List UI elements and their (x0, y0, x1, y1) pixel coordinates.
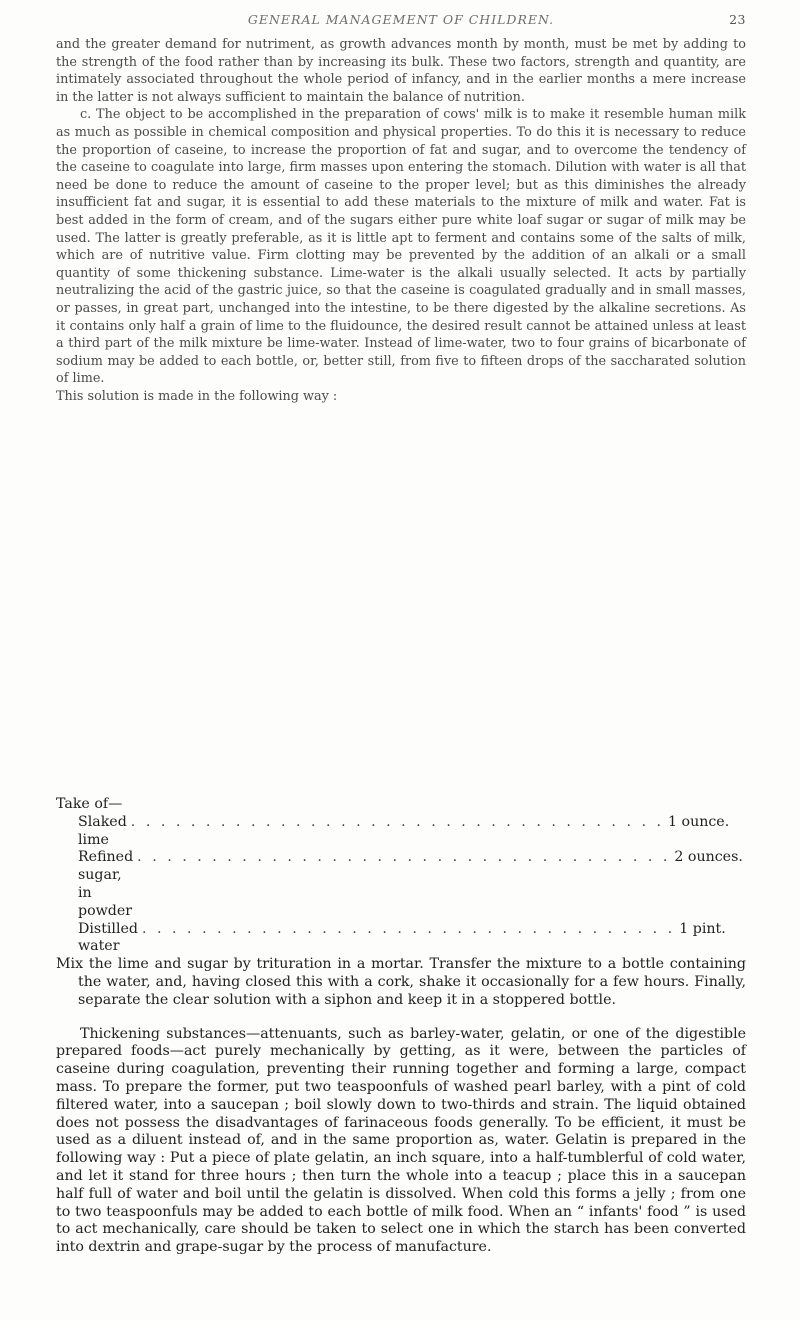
paragraph-continuation: and the greater demand for nutriment, as growth advances month by month, must be met by adding to the strength of the food rather than by increasing its bulk. These two factors, strength and quantity, are intimately associated throughout the whole period of infancy, and in the earlier months a mere increase in the latter is not always sufficient to maintain the balance of nutrition. (56, 37, 746, 105)
body-text-faded (56, 36, 746, 405)
paragraph-c: c. The object to be accomplished in the preparation of cows' milk is to make it resemble human milk as much as possible in chemical composition and physical properties. To do this it is necessary to reduce the proportion of caseine, to increase the proportion of fat and sugar, and to overcome the tendency of the caseine to coagulate into large, firm masses upon entering the stomach. Dilution with water is all that need be done to reduce the amount of caseine to the proper level; but as this diminishes the already insufficient fat and sugar, it is essential to add these materials to the mixture of milk and water. Fat is best added in the form of cream, and of the sugars either pure white loaf sugar or sugar of milk may be used. The latter is greatly preferable, as it is little apt to ferment and contains some of the salts of milk, which are of nutritive value. Firm clotting may be prevented by the addition of an alkali or a small quantity of some thickening substance. Lime-water is the alkali usually selected. It acts by partially neutralizing the acid of the gastric juice, so that the caseine is coagulated gradually and in small masses, or passes, in great part, unchanged into the intestine, to be there digested by the alkaline secretions. As it contains only half a grain of lime to the fluidounce, the desired result cannot be attained unless at least a third part of the milk mixture be lime-water. Instead of lime-water, two to four grains of bicarbonate of sodium may be added to each bottle, or, better still, from five to fifteen drops of the saccharated solution of lime. (56, 107, 746, 387)
recipe-list (78, 814, 746, 956)
running-title: GENERAL MANAGEMENT OF CHILDREN. (247, 12, 555, 27)
recipe-ingredient: Slaked lime (78, 813, 127, 848)
thickening-paragraph: Thickening substances—attenuants, such as barley-water, gelatin, or one of the digestible prepared foods—act purely mechanically by getting, as it were, between the particles of caseine during coagulation, preventing their running together and forming a large, compact mass. To prepare the former, put two teaspoonfuls of washed pearl barley, with a pint of cold filtered water, into a saucepan ; boil slowly down to two-thirds and strain. The liquid obtained does not possess the disadvantages of farinaceous foods generally. To be efficient, it must be used as a diluent instead of, and in the same proportion as, water. Gelatin is prepared in the following way : Put a piece of plate gelatin, an inch square, into a half-tumblerful of cold water, and let it stand for three hours ; then turn the whole into a teacup ; place this in a saucepan half full of water and boil until the gelatin is dissolved. When cold this forms a jelly ; from one to two teaspoonfuls may be added to each bottle of milk food. When an “ infants' food ” is used to act mechanically, care should be taken to select one in which the starch has been converted into dextrin and grape-sugar by the process of manufacture. (56, 1025, 746, 1256)
page-number: 23 (729, 12, 746, 27)
recipe-quantity: 1 ounce. (668, 813, 730, 830)
recipe-quantity: 2 ounces. (674, 849, 743, 866)
mix-instructions: Mix the lime and sugar by trituration in a mortar. Transfer the mixture to a bottle containing the water, and, having closed this with a cork, shake it occasionally for a few hours. Finally, separate the clear solution with a siphon and keep it in a stoppered bottle. (56, 956, 746, 1008)
leader-dots: . . . . . . . . . . . . . . . . . . . . . . . . . . . . . . . . . . . . (142, 920, 676, 937)
leader-dots: . . . . . . . . . . . . . . . . . . . . . . . . . . . . . . . . . . . . (137, 849, 671, 866)
paragraph-gap (56, 1010, 746, 1026)
recipe-item (78, 813, 730, 850)
recipe-ingredient: Refined sugar, in powder (78, 849, 134, 919)
take-of-label: Take of— (56, 796, 123, 812)
solution-intro: This solution is made in the following way : (56, 388, 338, 404)
leader-dots: . . . . . . . . . . . . . . . . . . . . . . . . . . . . . . . . . . . . (130, 813, 664, 830)
body-text-lower (56, 796, 746, 1257)
page-header (56, 10, 746, 34)
recipe-quantity: 1 pint. (679, 920, 726, 937)
recipe-item (78, 920, 726, 957)
recipe-ingredient: Distilled water (78, 920, 138, 955)
recipe-item (78, 849, 743, 920)
